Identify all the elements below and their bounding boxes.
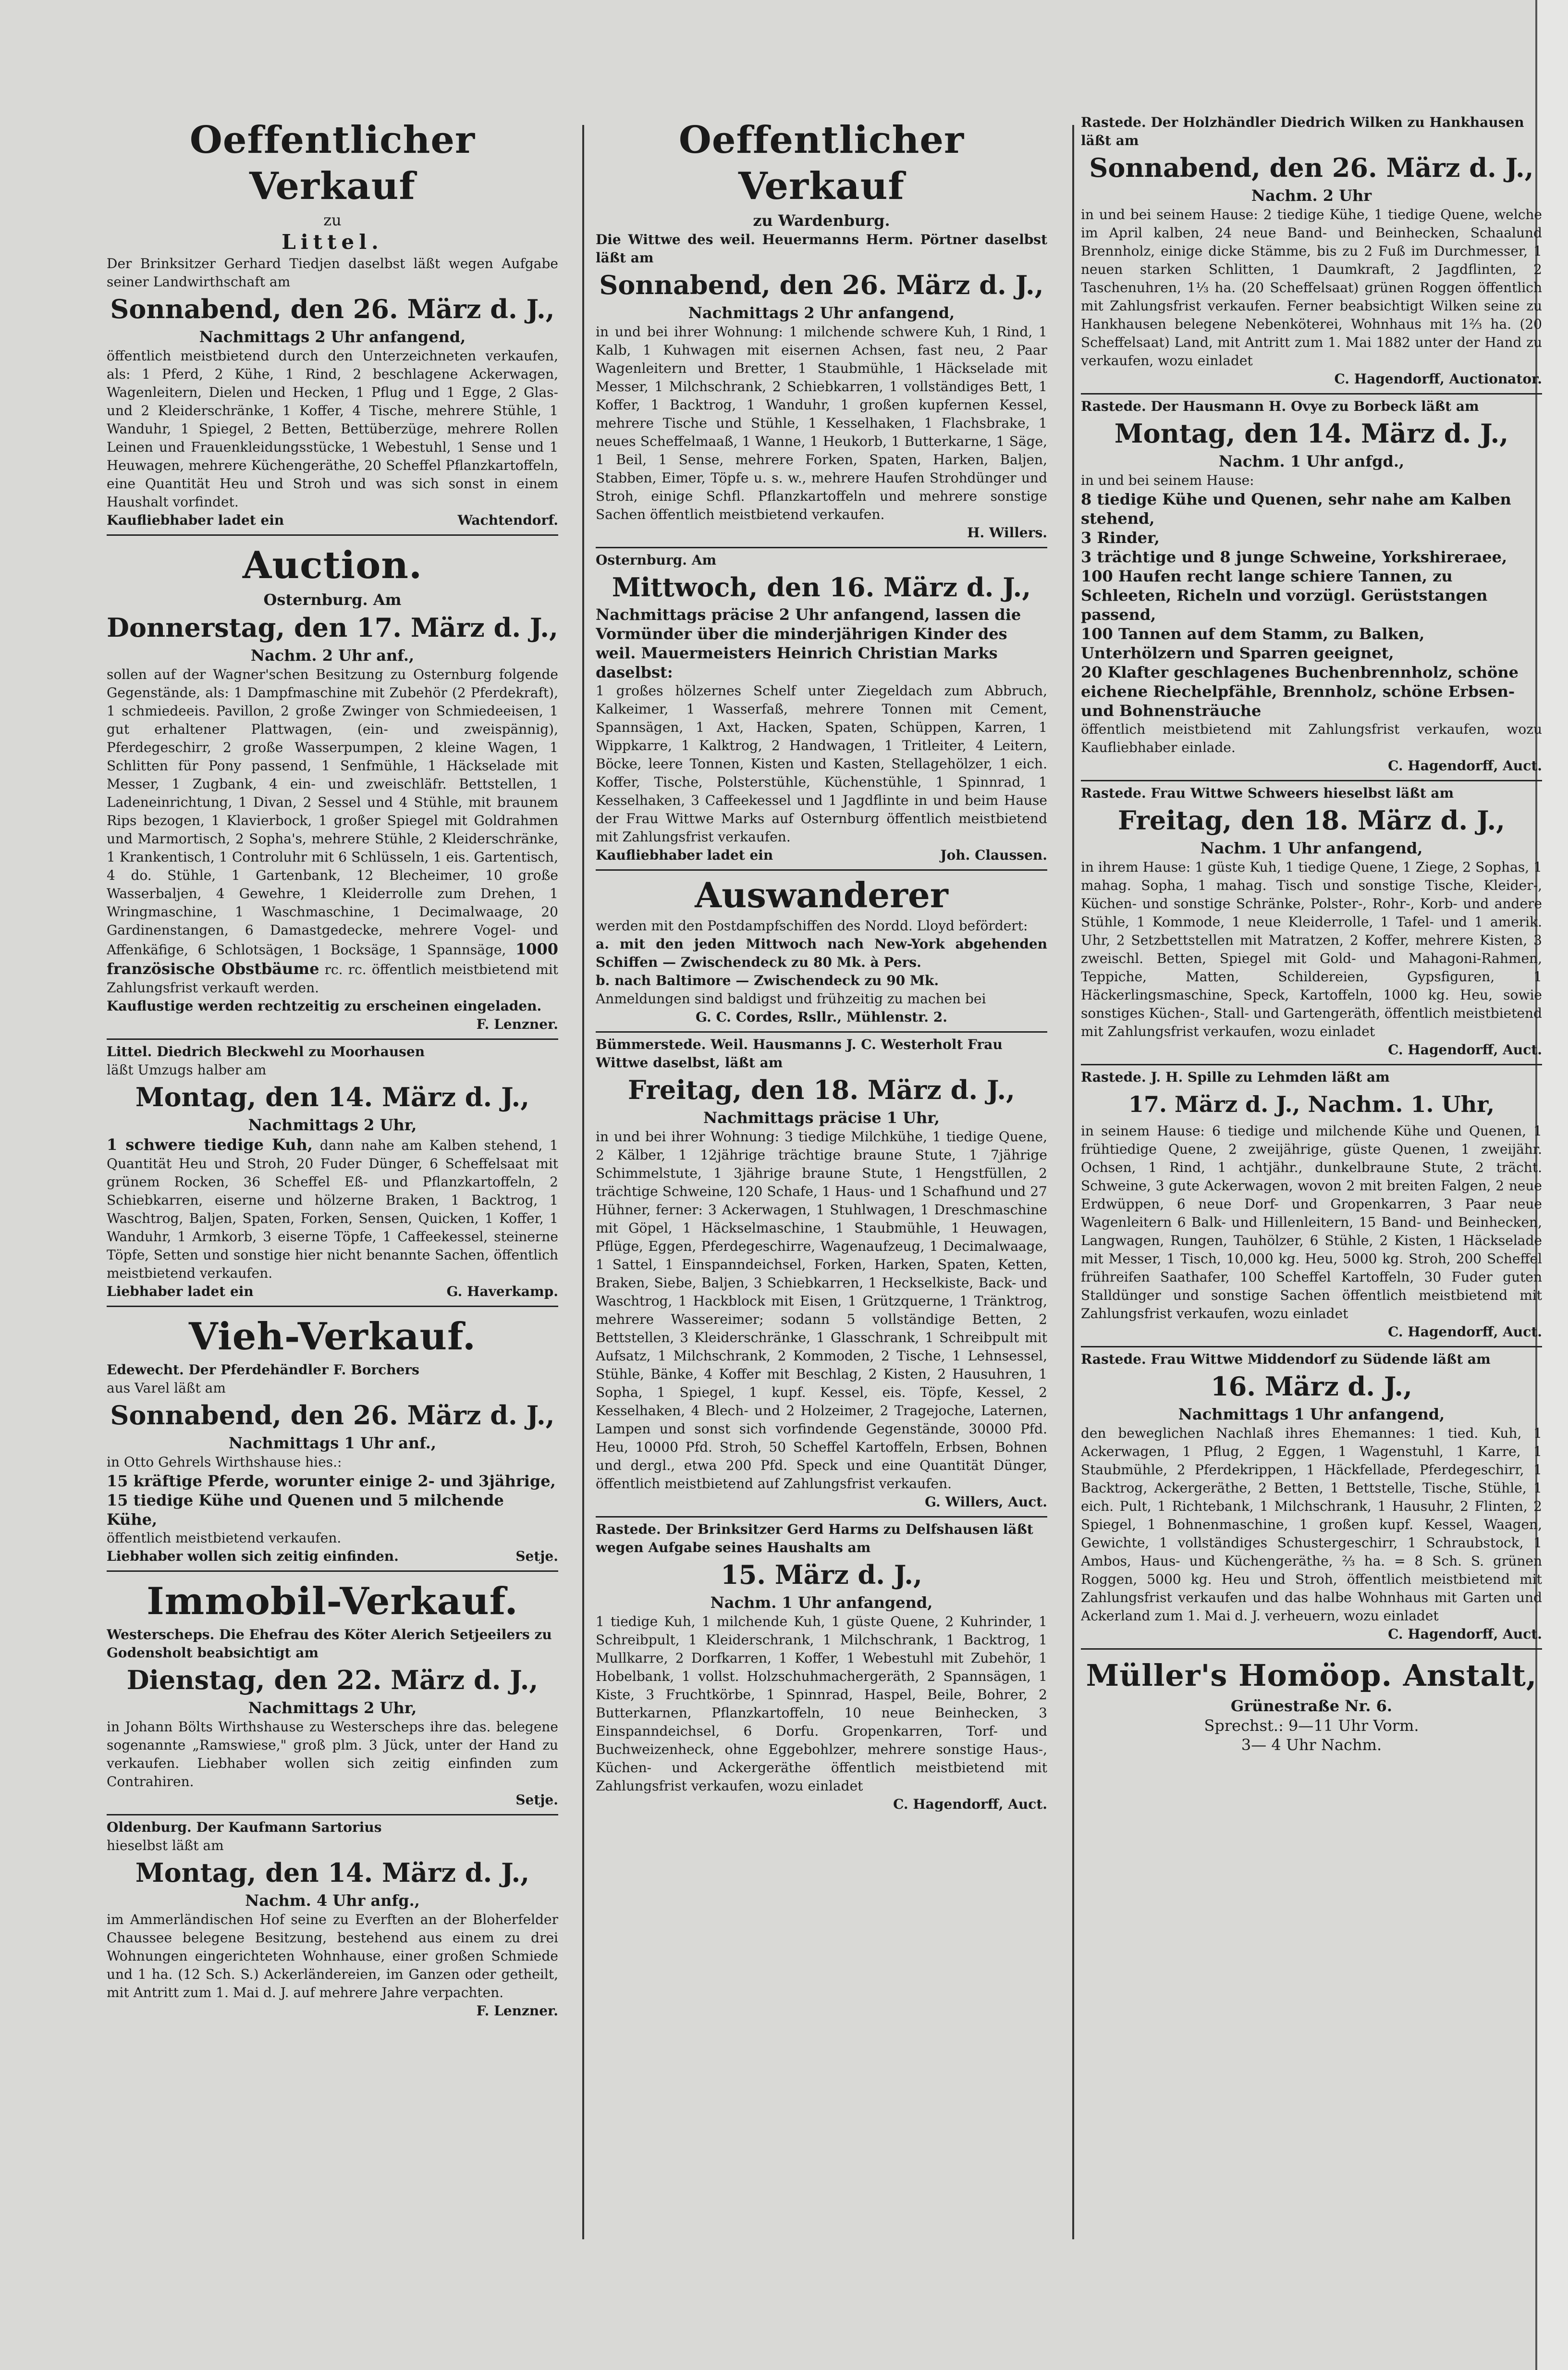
- ad-auction-osternburg: [107, 536, 558, 1040]
- ad-body: in und bei seinem Hause: 2 tiedige Kühe, 1 tiedige Quene, welche im April kalben, 24 neue Band- und Beinhecken, Schaalund Brennholz, einige dicke Stämme, bis zu 2 Fuß im Durchmesser, 1 neuen starken Schlitten, 1 Daumkraft, 2 Jagdflinten, 2 Taschenuhren, 1⅓ ha. (20 Scheffelsaat) grünen Roggen öffentlich mit Zahlungsfrist verkaufen. Ferner beabsichtigt Wilken seine zu Hankhausen belegene Nebenköterei, Wohnhaus mit 1⅔ ha. (20 Scheffelsaat) Land, mit Antritt zum 1. Mai 1882 unter der Hand zu verkaufen, wozu einladet: [1081, 207, 1542, 369]
- ad-hours-morning: Sprechst.: 9—11 Uhr Vorm.: [1204, 1716, 1419, 1735]
- ad-intro: in und bei seinem Hause:: [1081, 472, 1254, 488]
- ad-footer-left: Kaufliebhaber ladet ein: [596, 847, 773, 863]
- ad-sale-spille: [1081, 1065, 1542, 1347]
- ad-lead: Littel. Diedrich Bleckwehl zu Moorhausen: [107, 1044, 425, 1060]
- ad-intro: Die Wittwe des weil. Heuermanns Herm. Pörtner daselbst läßt am: [596, 232, 1047, 266]
- column-2: [596, 111, 1047, 2302]
- ad-footer: [107, 1283, 558, 1301]
- ad-real-estate-sale: [107, 1572, 558, 1815]
- ad-route-a: a. mit den jeden Mittwoch nach New-York abgehenden Schiffen — Zwischendeck zu 80 Mk. à Pers.: [596, 936, 1047, 970]
- ad-time: Nachmittags präcise 1 Uhr,: [703, 1109, 940, 1127]
- ad-item-cattle: 3 Rinder,: [1081, 529, 1160, 547]
- ad-lead: Rastede. Der Brinksitzer Gerd Harms zu Delfshausen läßt wegen Aufgabe seines Haushalts am: [596, 1521, 1033, 1555]
- ad-body: den beweglichen Nachlaß ihres Ehemannes: 1 tied. Kuh, 1 Ackerwagen, 1 Pflug, 2 Eggen, 1 Wagenstuhl, 1 Karre, 1 Staubmühle, 2 Pferdekrippen, 1 Häckfellade, Pferdegeschirr, 1 Backtrog, Ackergeräthe, 2 Betten, 1 Bettstelle, Tische, Stühle, 1 eich. Pult, 1 Richtebank, 1 Milchschrank, 1 Hausuhr, 2 Flinten, 2 Spiegel, 1 Bohnenmaschine, 1 großen kupf. Kessel, Waagen, Gewichte, 1 vollständiges Schustergeschirr, 1 Schraubstock, 1 Ambos, Haus- und Küchengeräthe, ⅔ ha. = 8 Sch. S. grünen Roggen, 5000 kg. Heu und Stroh, öffentlich meistbietend mit Zahlungsfrist verkaufen und das halbe Wohnhaus mit Garten und Ackerland zum 1. Mai d. J. verheuern, wozu einladet: [1081, 1425, 1542, 1624]
- ad-signature: C. Hagendorff, Auct.: [1388, 1042, 1542, 1058]
- ad-footer: [596, 846, 1047, 864]
- ad-footer: [107, 511, 558, 530]
- ad-time: Nachmittags 2 Uhr anfangend,: [688, 304, 955, 322]
- ad-body: öffentlich meistbietend durch den Unterzeichneten verkaufen, als: 1 Pferd, 2 Kühe, 1 Rind, 2 beschlagene Ackerwagen, Wagenleitern, Dielen und Hecken, 1 Pflug und 1 Egge, 2 Glas- und 2 Kleiderschränke, 1 Koffer, 4 Tische, mehrere Stühle, 1 Wanduhr, 1 Spiegel, 2 Betten, Bettüberzüge, mehrere Rollen Leinen und Frauenkleidungsstücke, 1 Webestuhl, 1 Sense und 1 Heuwagen, mehrere Küchengeräthe, 20 Scheffel Pflanzkartoffeln, eine Quantität Heu und Stroh und was sich sonst in einem Haushalt vorfindet.: [107, 348, 558, 510]
- ad-hours-afternoon: 3— 4 Uhr Nachm.: [1241, 1736, 1382, 1754]
- ad-date: Sonnabend, den 26. März d. J.,: [1089, 152, 1534, 183]
- ad-sale-westerholt: [596, 1033, 1047, 1518]
- ad-time: Nachm. 1 Uhr anfgd.,: [1218, 452, 1405, 470]
- ad-time: Nachm. 2 Uhr: [1251, 186, 1372, 205]
- ad-lease-sartorius: [107, 1815, 558, 2025]
- ad-cattle-sale: [107, 1307, 558, 1572]
- ad-body: öffentlich meistbietend verkaufen.: [107, 1530, 342, 1546]
- ad-time: Nachmittags 1 Uhr anf.,: [228, 1434, 437, 1452]
- column-1: [107, 111, 558, 2302]
- ad-date: Montag, den 14. März d. J.,: [135, 1857, 530, 1888]
- ad-highlight-cows: 15 tiedige Kühe und Quenen und 5 milchende Kühe,: [107, 1491, 504, 1529]
- ad-intro: läßt Umzugs halber am: [107, 1062, 267, 1078]
- ad-sale-bleckwehl: [107, 1040, 558, 1307]
- ad-signature: C. Hagendorff, Auct.: [1388, 758, 1542, 774]
- ad-body: [107, 1135, 558, 1283]
- ad-body: in und bei ihrer Wohnung: 1 milchende schwere Kuh, 1 Rind, 1 Kalb, 1 Kuhwagen mit eisernen Achsen, fast neu, 2 Paar Wagenleitern und Bretter, 1 Staubmühle, 1 Häckselade mit Messer, 1 Milchschrank, 2 Schiebkarren, 1 vollständiges Bett, 1 Koffer, 1 Backtrog, 1 Wanduhr, 1 großen kupfernen Kessel, mehrere Tische und Stühle, 1 Kesselhaken, 1 Flachsbrake, 1 neues Scheffelmaaß, 1 Wanne, 1 Heukorb, 1 Butterkarne, 1 Säge, 1 Beil, 1 Sense, mehrere Forken, Spaten, Harken, Baljen, Stabben, Eimer, Töpfe u. s. w., mehrere Haufen Strohdünger und Stroh, einige Schfl. Pflanzkartoffeln und mehrere sonstige Sachen öffentlich meistbietend verkaufen.: [596, 324, 1047, 522]
- ad-body: in Johann Bölts Wirthshause zu Westerscheps ihre das. belegene sogenannte „Ramswiese," groß plm. 3 Jück, unter der Hand zu verkaufen. Liebhaber wollen sich zeitig einfinden zum Contrahiren.: [107, 1719, 558, 1790]
- ad-time: Nachm. 1 Uhr anfangend,: [710, 1593, 933, 1612]
- ad-highlight-horses: 15 kräftige Pferde, worunter einige 2- und 3jährige,: [107, 1472, 556, 1490]
- ad-footer-left: Liebhaber wollen sich zeitig einfinden.: [107, 1548, 399, 1564]
- ad-date: 17. März d. J., Nachm. 1. Uhr,: [1128, 1091, 1495, 1117]
- ad-lead: Rastede. Frau Wittwe Schweers hieselbst läßt am: [1081, 785, 1454, 801]
- ad-body: in ihrem Hause: 1 güste Kuh, 1 tiedige Quene, 1 Ziege, 2 Sophas, 1 mahag. Sopha, 1 mahag. Tisch und sonstige Tische, Kleider-, Küchen- und sonstige Schränke, Polster-, Rohr-, Korb- und andere Stühle, 1 Kommode, 1 neue Kleiderrolle, 1 Tafel- und 1 amerik. Uhr, 2 Setzbettstellen mit Matratzen, 2 Koffer, mehrere Kisten, 3 zweischl. Betten, Spiegel mit Gold- und Mahagoni-Rahmen, Teppiche, Matten, Schildereien, Gypsfiguren, 1 Häckerlingsmaschine, Speck, Kartoffeln, 1000 kg. Heu, sowie sonstiges Küchen-, Stall- und Gartengeräth, öffentlich meistbietend mit Zahlungsfrist verkaufen, wozu einladet: [1081, 859, 1542, 1039]
- ad-body-text: sollen auf der Wagner'schen Besitzung zu Osternburg folgende Gegenstände, als: 1 Dampfmaschine mit Zubehör (2 Pferdekraft), 1 schmiedeeis. Pavillon, 2 große Zwinger von Schmiedeeisen, 1 gut erhaltener Plattwagen, (ein- und zweispännig), Pferdegeschirr, 2 große Wasserpumpen, 2 kleine Wagen, 1 Schlitten für Pony passend, 1 Senfmühle, 1 Häckselade mit Messer, 1 Zugbank, 4 ein- und zweischläfr. Bettstellen, 1 Ladeneinrichtung, 1 Divan, 2 Sessel und 4 Stühle, mit braunem Rips bezogen, 1 Klavierbock, 1 großer Spiegel mit Goldrahmen und Marmortisch, 2 Sopha's, mehrere Stühle, 2 Kleiderschränke, 1 Krankentisch, 1 Controluhr mit 6 Schlüsseln, 1 eis. Gartentisch, 4 do. Stühle, 1 Gartenbank, 12 Blecheimer, 10 große Wasserbaljen, 4 Gewehre, 1 Kleiderrolle zum Drehen, 1 Wringmaschine, 1 Waschmaschine, 1 Decimalwaage, 20 Gardinenstangen, 6 Damastgedecke, mehrere Vogel- und Affenkäfige, 6 Schlotsägen, 1 Bocksäge, 1 Spannsäge,: [107, 667, 558, 958]
- ad-route-b: b. nach Baltimore — Zwischendeck zu 90 Mk.: [596, 973, 939, 988]
- ad-body: [107, 666, 558, 997]
- ad-note: Kauflustige werden rechtzeitig zu erscheinen eingeladen.: [107, 998, 542, 1014]
- ad-time: Nachm. 1 Uhr anfangend,: [1200, 839, 1423, 857]
- ad-sale-harms: [596, 1518, 1047, 1818]
- ad-time: Nachm. 4 Uhr anfg.,: [245, 1891, 420, 1910]
- ad-body-text-2: rc. rc. öffentlich meistbietend mit Zahlungsfrist verkauft werden.: [107, 962, 558, 996]
- ad-lead: Edewecht. Der Pferdehändler F. Borchers: [107, 1362, 419, 1378]
- ad-item-pigs: 3 trächtige und 8 junge Schweine, Yorkshireraee,: [1081, 548, 1507, 566]
- ad-signature: C. Hagendorff, Auct.: [1388, 1626, 1542, 1642]
- ad-signature: Joh. Claussen.: [940, 847, 1047, 863]
- ad-body: 1 tiedige Kuh, 1 milchende Kuh, 1 güste Quene, 2 Kuhrinder, 1 Schreibpult, 1 Kleiderschrank, 1 Milchschrank, 1 Backtrog, 1 Mullkarre, 2 Dorfkarren, 1 Koffer, 1 Webestuhl mit Zubehör, 1 Hobelbank, 1 vollst. Holzschuhmachergeräth, 2 Spannsägen, 1 Kiste, 3 Fruchtkörbe, 1 Spinnrad, Haspel, Beile, Bohrer, 2 Butterkarnen, Pflanzkartoffeln, 10 neue Beinhecken, 3 Einspanndeichsel, 6 Dorfu. Gropenkarren, Torf- und Buchweizenheck, ohne Eggebohlzer, mehrere sonstige Haus-, Küchen- und Ackergeräthe öffentlich meistbietend mit Zahlungsfrist verkaufen, wozu einladet: [596, 1614, 1047, 1794]
- ad-place: Littel.: [282, 230, 383, 254]
- ad-title: Immobil-Verkauf.: [147, 1580, 518, 1623]
- ad-signature: G. C. Cordes, Rsllr., Mühlenstr. 2.: [696, 1009, 947, 1025]
- ad-date: Dienstag, den 22. März d. J.,: [126, 1665, 539, 1695]
- ad-highlight: 1000 französische Obstbäume: [107, 940, 558, 978]
- ad-lead: Rastede. Der Holzhändler Diedrich Wilken zu Hankhausen läßt am: [1081, 114, 1524, 148]
- ad-date: Donnerstag, den 17. März d. J.,: [107, 612, 558, 643]
- ad-lead: Oldenburg. Der Kaufmann Sartorius: [107, 1819, 382, 1835]
- ad-lead: Osternburg. Am: [596, 552, 717, 568]
- ad-signature: F. Lenzner.: [476, 2003, 558, 2019]
- ad-intro: Der Brinksitzer Gerhard Tiedjen daselbst läßt wegen Aufgabe seiner Landwirthschaft am: [107, 256, 558, 290]
- ad-date: Freitag, den 18. März d. J.,: [1118, 805, 1505, 836]
- ad-footer: [107, 1547, 558, 1566]
- ad-body: 1 großes hölzernes Schelf unter Ziegeldach zum Abbruch, Kalkeimer, 1 Wasserfaß, mehrere Tonnen mit Cement, Spannsägen, 1 Axt, Hacken, Spaten, Schüppen, Karren, 1 Wippkarre, 1 Kalktrog, 2 Handwagen, 1 Tritleiter, 4 Leitern, Böcke, leere Tonnen, Kisten und Kasten, Stellagehölzer, 1 eich. Koffer, Tische, Polsterstühle, Küchenstühle, 1 Spinnrad, 1 Kesselhaken, 3 Caffeekessel und 1 Jagdflinte in und beim Hause der Frau Wittwe Marks auf Osternburg öffentlich meistbietend mit Zahlungsfrist verkaufen.: [596, 683, 1047, 845]
- column-rule-2: [1072, 125, 1074, 2239]
- ad-title: Vieh-Verkauf.: [188, 1315, 477, 1358]
- column-3: [1081, 111, 1542, 2302]
- ad-title: Oeffentlicher Verkauf: [189, 118, 476, 208]
- ad-footer-left: Liebhaber ladet ein: [107, 1284, 254, 1299]
- ad-body: öffentlich meistbietend mit Zahlungsfrist verkaufen, wozu Kaufliebhaber einlade.: [1081, 721, 1542, 755]
- ad-body: in seinem Hause: 6 tiedige und milchende Kühe und Quenen, 1 frühtiedige Quene, 2 zweijährige, güste Quenen, 1 zweijähr. Ochsen, 1 Rind, 1 achtjähr., dunkelbraune Stute, 2 trächt. Schweine, 3 gute Ackerwagen, wovon 2 mit breiten Falgen, 2 neue Erdwüppen, 6 neue Dorf- und Gropenkarren, 3 Paar neue Wagenleitern 6 Balk- und Hillenleitern, 15 Band- und Beinhecken, Langwagen, Rungen, Tauhölzer, 6 Stühle, 2 Kisten, 1 Häckselade mit Messer, 1 Tisch, 10,000 kg. Heu, 5000 kg. Stroh, 200 Scheffel frühreifen Saathafer, 100 Scheffel Kartoffeln, 30 Fuder guten Stalldünger und sonstige Sachen öffentlich meistbietend mit Zahlungsfrist verkaufen, wozu einladet: [1081, 1123, 1542, 1321]
- ad-title: Oeffentlicher Verkauf: [678, 118, 965, 208]
- ad-body: im Ammerländischen Hof seine zu Everften an der Bloherfelder Chaussee belegene Besitzung, bestehend aus einem zu drei Wohnungen eingerichteten Wohnhause, einer großen Schmiede und 1 ha. (12 Sch. S.) Ackerländereien, im Ganzen oder getheilt, mit Antritt zum 1. Mai d. J. auf mehrere Jahre verpachten.: [107, 1912, 558, 2000]
- ad-public-sale-wardenburg: [596, 111, 1047, 548]
- ad-date: Mittwoch, den 16. März d. J.,: [612, 572, 1031, 603]
- ad-lead: Westerscheps. Die Ehefrau des Köter Alerich Setjeeilers zu Godensholt beabsichtigt am: [107, 1627, 552, 1661]
- ad-signature: Setje.: [515, 1792, 558, 1808]
- ad-date: Sonnabend, den 26. März d. J.,: [110, 1400, 555, 1431]
- column-rule-1: [582, 125, 584, 2239]
- ad-intro: hieselbst läßt am: [107, 1838, 224, 1853]
- ad-date: Sonnabend, den 26. März d. J.,: [599, 270, 1044, 300]
- ad-signature: G. Willers, Auct.: [925, 1494, 1047, 1510]
- ad-title: Auction.: [242, 543, 423, 587]
- ad-homeopathic-clinic: [1081, 1650, 1542, 1759]
- ad-signature: Wachtendorf.: [457, 512, 558, 528]
- ad-lead: Rastede. Der Hausmann H. Ovye zu Borbeck läßt am: [1081, 398, 1479, 414]
- ad-note: Anmeldungen sind baldigst und frühzeitig zu machen bei: [596, 991, 986, 1007]
- ad-time: Nachmittags 2 Uhr,: [248, 1699, 417, 1717]
- ad-title: Auswanderer: [695, 875, 948, 915]
- ad-signature: C. Hagendorff, Auct.: [893, 1796, 1047, 1812]
- ad-date: Montag, den 14. März d. J.,: [135, 1082, 530, 1112]
- ad-sale-middendorf: [1081, 1347, 1542, 1650]
- ad-item-firewood: 20 Klafter geschlagenes Buchenbrennholz, schöne eichene Riechelpfähle, Brennholz, schöne Erbsen- und Bohnensträuche: [1081, 663, 1519, 720]
- ad-subtitle: zu Wardenburg.: [753, 211, 890, 230]
- ad-item-standing-firs: 100 Tannen auf dem Stamm, zu Balken, Unterhölzern und Sparren geeignet,: [1081, 625, 1425, 662]
- ad-title: Müller's Homöop. Anstalt,: [1086, 1658, 1537, 1693]
- ad-item-cows: 8 tiedige Kühe und Quenen, sehr nahe am Kalben stehend,: [1081, 490, 1511, 528]
- ad-subtitle: zu: [323, 211, 342, 229]
- ad-signature: C. Hagendorff, Auct.: [1388, 1324, 1542, 1340]
- ad-time: Nachm. 2 Uhr anf.,: [250, 646, 415, 665]
- ad-location: in Otto Gehrels Wirthshause hies.:: [107, 1454, 342, 1470]
- ad-lead: Bümmerstede. Weil. Hausmanns J. C. Westerholt Frau Wittwe daselbst, läßt am: [596, 1037, 1003, 1071]
- ad-date: 15. März d. J.,: [721, 1559, 922, 1590]
- ad-date: Sonnabend, den 26. März d. J.,: [110, 294, 555, 324]
- ad-sale-wilken: [1081, 111, 1542, 395]
- ad-signature: G. Haverkamp.: [446, 1284, 558, 1299]
- ad-highlight: Nachmittags präcise 2 Uhr anfangend, lassen die Vormünder über die minderjährigen Kinder des weil. Mauermeisters Heinrich Christian Marks daselbst:: [596, 605, 1021, 681]
- ad-signature: F. Lenzner.: [476, 1016, 558, 1032]
- ad-footer-left: Kaufliebhaber ladet ein: [107, 512, 284, 528]
- ad-time: Nachmittags 1 Uhr anfangend,: [1178, 1405, 1445, 1423]
- ad-signature: H. Willers.: [967, 525, 1047, 541]
- ad-date: Freitag, den 18. März d. J.,: [628, 1074, 1015, 1105]
- ad-item-firs: 100 Haufen recht lange schiere Tannen, zu Schleeten, Richeln und vorzügl. Gerüststangen passend,: [1081, 567, 1488, 624]
- ad-address: Grünestraße Nr. 6.: [1230, 1697, 1393, 1715]
- ad-date: 16. März d. J.,: [1211, 1371, 1412, 1402]
- ad-time: Nachmittags 2 Uhr anfangend,: [199, 328, 466, 346]
- ad-time: Nachmittags 2 Uhr,: [248, 1116, 417, 1134]
- ad-body: in und bei ihrer Wohnung: 3 tiedige Milchkühe, 1 tiedige Quene, 2 Kälber, 1 12jährige trächtige braune Stute, 1 7jährige Schimmelstute, 1 3jährige braune Stute, 1 Hengstfüllen, 2 trächtige Schweine, 120 Schafe, 1 Haus- und 1 Schafhund und 27 Hühner, ferner: 3 Ackerwagen, 1 Stuhlwagen, 1 Dreschmaschine mit Göpel, 1 Häckselmaschine, 1 Staubmühle, 1 Heuwagen, Pflüge, Eggen, Pferdegeschirre, Wagenaufzeug, 1 Decimalwaage, 1 Sattel, 1 Einspanndeichsel, Forken, Harken, Spaten, Ketten, Braken, Siebe, Baljen, 3 Schiebkarren, 1 Heckselkiste, Back- und Waschtrog, 1 Hackblock mit Eisen, 1 Grützquerne, 1 Tränktrog, mehrere Wassereimer; sodann 5 vollständige Betten, 2 Bettstellen, 3 Kleiderschränke, 1 Glasschrank, 1 Schreibpult mit Aufsatz, 1 Milchschrank, 2 Kommoden, 2 Tische, 1 Lehnsessel, Stühle, Bänke, 4 Koffer mit Beschlag, 2 Kisten, 2 Hausuhren, 1 Sopha, 1 Spiegel, 1 kupf. Kessel, eis. Töpfe, Kessel, 2 Kesselhaken, 4 Blech- und 2 Holzeimer, 2 Tragejoche, Laternen, Lampen und sonst sich vorfindende Gegenstände, 30000 Pfd. Heu, 10000 Pfd. Stroh, 50 Scheffel Kartoffeln, Erbsen, Bohnen und dergl., etwa 200 Pfd. Speck und eine Quantität Dünger, öffentlich meistbietend auf Zahlungsfrist verkaufen.: [596, 1129, 1047, 1492]
- ad-lead: Rastede. Frau Wittwe Middendorf zu Südende läßt am: [1081, 1351, 1491, 1367]
- ad-body: werden mit den Postdampfschiffen des Nordd. Lloyd befördert:: [596, 918, 1028, 934]
- ad-body-text: dann nahe am Kalben stehend, 1 Quantität Heu und Stroh, 20 Fuder Dünger, 6 Scheffelsaat mit grünem Rocken, 36 Scheffel Eß- und Pflanzkartoffeln, 2 Schiebkarren, eiserne und hölzerne Braken, 1 Backtrog, 1 Waschtrog, Baljen, Spaten, Forken, Sensen, Quicken, 1 Koffer, 1 Wanduhr, 1 Armkorb, 3 eiserne Töpfe, 1 Caffeekessel, steinerne Töpfe, Setten und sonstige hier nicht benannte Sachen, öffentlich meistbietend verkaufen.: [107, 1137, 558, 1281]
- ad-emigrants: [596, 871, 1047, 1033]
- ad-sale-ovye: [1081, 395, 1542, 781]
- ad-signature: Setje.: [515, 1548, 558, 1564]
- ad-place: Osternburg. Am: [263, 591, 402, 609]
- ad-public-sale-littel: [107, 111, 558, 536]
- ad-sale-marks: [596, 548, 1047, 871]
- ad-highlight: 1 schwere tiedige Kuh,: [107, 1136, 313, 1154]
- ad-date: Montag, den 14. März d. J.,: [1114, 418, 1509, 449]
- ad-sale-schweers: [1081, 781, 1542, 1065]
- ad-lead: Rastede. J. H. Spille zu Lehmden läßt am: [1081, 1069, 1390, 1085]
- ad-intro: aus Varel läßt am: [107, 1380, 226, 1396]
- ad-signature: C. Hagendorff, Auctionator.: [1334, 371, 1542, 387]
